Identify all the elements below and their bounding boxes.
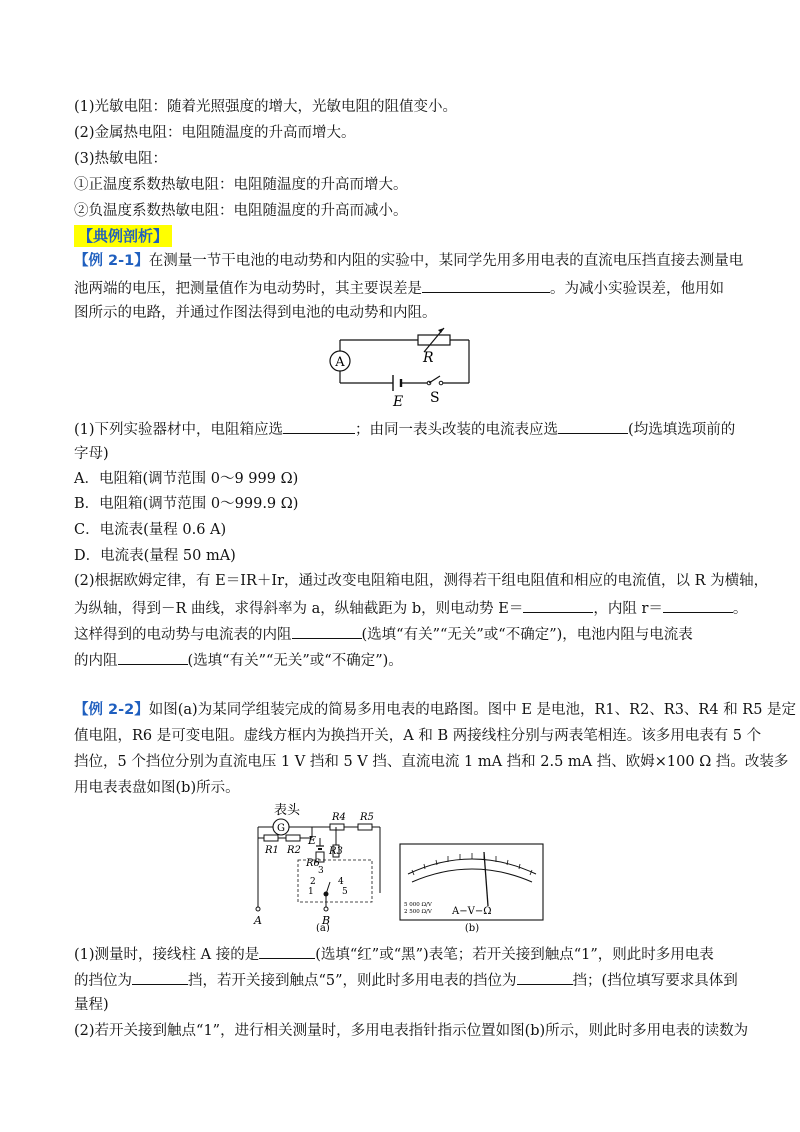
ex1-text-3: 。为减小实验误差，他用如 bbox=[550, 281, 724, 297]
ex2-q1-line-2 bbox=[74, 969, 738, 991]
ex1-para-line-1 bbox=[74, 251, 744, 271]
intro-line-2: (2)金属热电阻：电阻随温度的升高而增大。 bbox=[74, 125, 356, 141]
ex1-q2-text-2: ，内阻 r＝ bbox=[593, 601, 663, 617]
ex1-q2-text-5: (选填“有关”“无关”或“不确定”)，电池内阻与电流表 bbox=[361, 627, 693, 643]
terminal-b-label: B bbox=[322, 914, 331, 927]
ex1-blank-internal-r[interactable] bbox=[663, 597, 733, 613]
option-a: A．电阻箱(调节范围 0～9 999 Ω) bbox=[74, 471, 299, 487]
ex1-blank-emf-relation[interactable] bbox=[292, 623, 362, 639]
ex2-para-line-2: 值电阻，R6 是可变电阻。虚线方框内为换挡开关，A 和 B 两接线柱分别与两表笔相连。该多用电表有 5 个 bbox=[74, 728, 762, 744]
ex2-tag: 【例 2-2】 bbox=[74, 702, 149, 718]
ex2-q1-text-2: (选填“红”或“黑”)表笔；若开关接到触点“1”，则此时多用电表 bbox=[315, 947, 714, 963]
ex1-blank-r-relation[interactable] bbox=[118, 649, 188, 665]
ex1-q1-line-1 bbox=[74, 418, 734, 440]
option-d: D．电流表(量程 50 mA) bbox=[74, 548, 236, 564]
ex2-blank-range-5[interactable] bbox=[517, 969, 573, 985]
ex1-text-1: 在测量一节干电池的电动势和内阻的实验中，某同学先用多用电表的直流电压挡直接去测量电 bbox=[148, 253, 744, 269]
ex1-q2-line-3 bbox=[74, 623, 734, 645]
ex1-para-line-2 bbox=[74, 277, 734, 299]
ex2-meter-dial bbox=[398, 842, 546, 934]
ex2-multimeter-circuit bbox=[250, 798, 400, 932]
figure-a-caption: (a) bbox=[316, 923, 330, 932]
dial-spec-1: 5 000 Ω/V bbox=[404, 902, 432, 908]
ex1-blank-ammeter[interactable] bbox=[558, 418, 628, 434]
r4-label: R4 bbox=[332, 812, 346, 823]
intro-line-5: ②负温度系数热敏电阻：电阻随温度的升高而减小。 bbox=[74, 203, 408, 219]
svg-text:1: 1 bbox=[308, 887, 314, 897]
ex2-para-line-1 bbox=[74, 700, 797, 720]
option-b: B．电阻箱(调节范围 0～999.9 Ω) bbox=[74, 496, 299, 512]
svg-text:4: 4 bbox=[338, 877, 344, 887]
r1-resistor-icon bbox=[264, 835, 278, 841]
ex1-text-2: 池两端的电压，把测量值作为电动势时，其主要误差是 bbox=[74, 281, 422, 297]
switch-label: S bbox=[430, 390, 440, 406]
battery-label: E bbox=[393, 394, 404, 410]
ex2-para-line-4: 用电表表盘如图(b)所示。 bbox=[74, 780, 240, 796]
ex2-text-1: 如图(a)为某同学组装完成的简易多用电表的电路图。图中 E 是电池，R1、R2、R3、R4 和 R5 是定 bbox=[148, 702, 797, 718]
ex2-q2-line-1: (2)若开关接到触点“1”，进行相关测量时，多用电表指针指示位置如图(b)所示，则此时多用电表的读数为 bbox=[74, 1023, 749, 1039]
option-c: C．电流表(量程 0.6 A) bbox=[74, 522, 227, 538]
ex1-q2-line-1: (2)根据欧姆定律，有 E＝IR＋Ir，通过改变电阻箱电阻，测得若干组电阻值和相应的电流值，以 R 为横轴， bbox=[74, 573, 769, 589]
ex1-q1-text-2: ；由同一表头改装的电流表应选 bbox=[355, 422, 559, 438]
figure-b-caption: (b) bbox=[464, 923, 480, 934]
ex1-blank-error[interactable] bbox=[422, 277, 550, 293]
resistor-label: R bbox=[423, 350, 434, 366]
svg-text:5: 5 bbox=[342, 887, 348, 897]
ex1-q2-text-3: 。 bbox=[732, 601, 748, 617]
meter-head-label: 表头 bbox=[274, 803, 301, 818]
intro-line-1: (1)光敏电阻：随着光照强度的增大，光敏电阻的阻值变小。 bbox=[74, 99, 458, 115]
ex1-blank-resistor-box[interactable] bbox=[283, 418, 355, 434]
svg-text:3: 3 bbox=[318, 866, 324, 876]
ex1-q2-text-7: (选填“有关”“无关”或“不确定”)。 bbox=[187, 653, 403, 669]
ex2-q1-line-3: 量程) bbox=[74, 997, 109, 1013]
ex2-q1-text-1: (1)测量时，接线柱 A 接的是 bbox=[74, 947, 260, 963]
galvanometer-label: G bbox=[277, 823, 285, 834]
r2-resistor-icon bbox=[286, 835, 300, 841]
ex1-q1-text-3: (均选填选项前的 bbox=[628, 422, 736, 438]
ex1-q2-line-2 bbox=[74, 597, 748, 619]
ex1-q2-text-6: 的内阻 bbox=[74, 653, 118, 669]
ex2-para-line-3: 挡位，5 个挡位分别为直流电压 1 V 挡和 5 V 挡、直流电流 1 mA 挡和 2.5 mA 挡、欧姆×100 Ω 挡。改装多 bbox=[74, 754, 789, 770]
r5-label: R5 bbox=[360, 812, 374, 823]
ex1-q2-text-4: 这样得到的电动势与电流表的内阻 bbox=[74, 627, 292, 643]
battery-e-label: E bbox=[308, 834, 317, 847]
dial-spec-2: 2 500 Ω/V bbox=[404, 909, 432, 915]
ex1-q1-line-2: 字母) bbox=[74, 446, 109, 462]
svg-text:2: 2 bbox=[310, 877, 316, 887]
ex2-q1-text-5: 挡；(挡位填写要求具体到 bbox=[572, 973, 738, 989]
ex1-circuit-diagram bbox=[320, 322, 480, 410]
ammeter-label: A bbox=[335, 355, 345, 370]
ex1-q2-text-1: 为纵轴，得到－R 曲线，求得斜率为 a，纵轴截距为 b，则电动势 E＝ bbox=[74, 601, 524, 617]
r1-label: R1 bbox=[265, 845, 279, 856]
ex1-q1-text-1: (1)下列实验器材中，电阻箱应选 bbox=[74, 422, 284, 438]
r2-label: R2 bbox=[287, 845, 301, 856]
intro-line-3: (3)热敏电阻： bbox=[74, 151, 168, 167]
ex1-para-line-3: 图所示的电路，并通过作图法得到电池的电动势和内阻。 bbox=[74, 305, 437, 321]
dial-label: A−V−Ω bbox=[452, 906, 492, 917]
r4-resistor-icon bbox=[330, 824, 344, 830]
ex2-blank-probe-color[interactable] bbox=[259, 943, 315, 959]
ex1-tag: 【例 2-1】 bbox=[74, 253, 149, 269]
r6-label: R6 bbox=[306, 858, 320, 869]
ex1-blank-emf[interactable] bbox=[523, 597, 593, 613]
ex1-q2-line-4 bbox=[74, 649, 734, 671]
r3-label: R3 bbox=[329, 846, 343, 857]
ex2-blank-range-1[interactable] bbox=[132, 969, 188, 985]
ex2-q1-text-4: 挡，若开关接到触点“5”，则此时多用电表的挡位为 bbox=[188, 973, 517, 989]
r5-resistor-icon bbox=[358, 824, 372, 830]
ex2-q1-text-3: 的挡位为 bbox=[74, 973, 132, 989]
section-title: 【典例剖析】 bbox=[74, 225, 172, 247]
terminal-a-label: A bbox=[254, 914, 262, 927]
ex2-q1-line-1 bbox=[74, 943, 734, 965]
intro-line-4: ①正温度系数热敏电阻：电阻随温度的升高而增大。 bbox=[74, 177, 408, 193]
